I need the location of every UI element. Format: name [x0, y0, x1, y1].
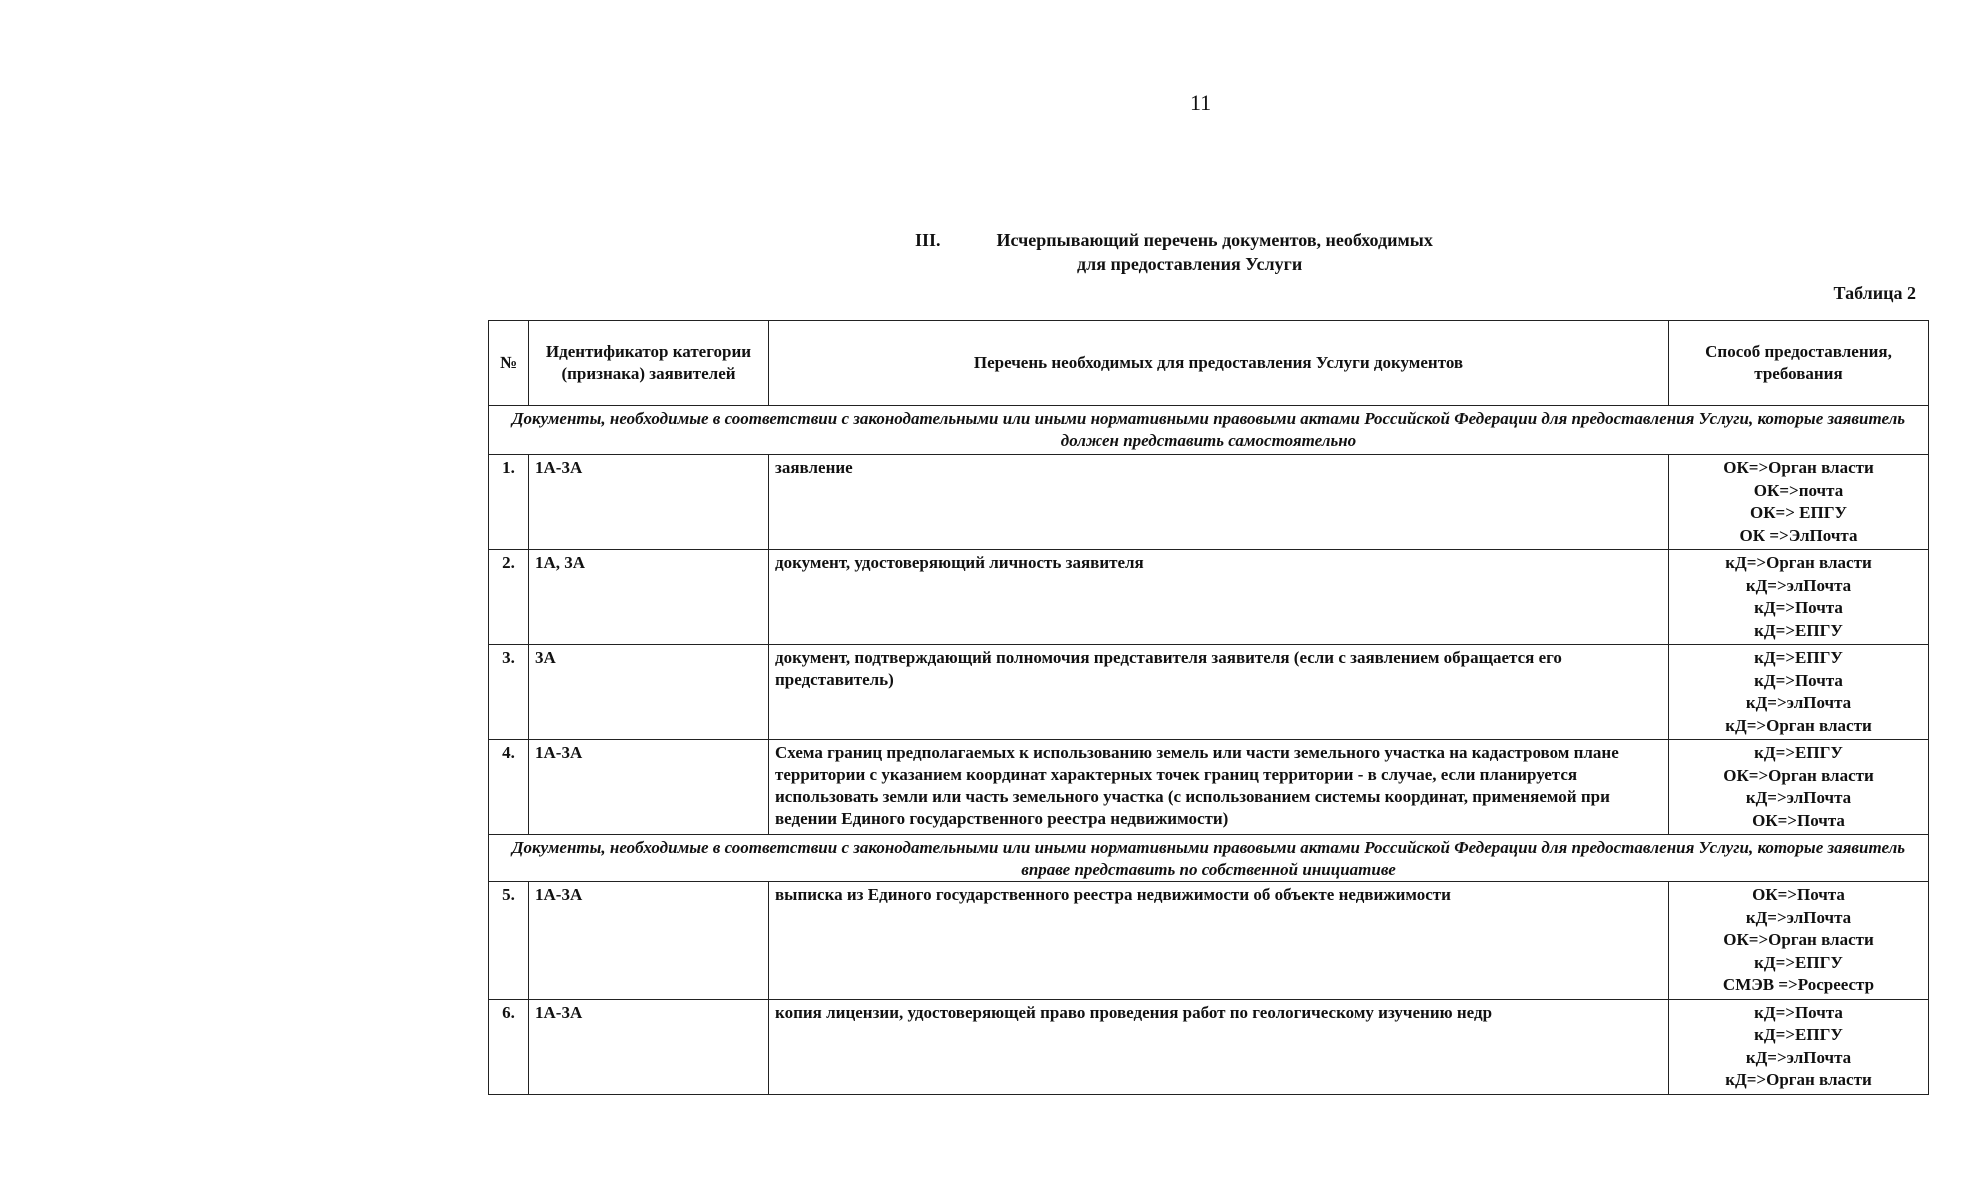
row-document: выписка из Единого государственного реестра недвижимости об объекте недвижимости — [769, 882, 1669, 1000]
method-item: ОК =>ЭлПочта — [1739, 525, 1858, 545]
table-row — [489, 740, 1929, 835]
section-row — [489, 406, 1929, 455]
row-number: 6. — [489, 999, 529, 1094]
method-item: кД=>элПочта — [1745, 693, 1852, 712]
method-item: кД=>ЕПГУ — [1754, 648, 1843, 667]
table-row — [489, 645, 1929, 740]
header-documents: Перечень необходимых для предоставления Услуги документов — [769, 321, 1669, 406]
method-item: кД=>ЕПГУ — [1754, 952, 1843, 972]
method-item: кД=>Почта — [1754, 670, 1843, 690]
row-document: документ, удостоверяющий личность заявителя — [769, 550, 1669, 645]
method-item: ОК=>Почта — [1752, 885, 1845, 904]
row-methods — [1669, 550, 1929, 645]
row-number: 5. — [489, 882, 529, 1000]
table-row — [489, 550, 1929, 645]
method-item: кД=>элПочта — [1745, 788, 1852, 807]
section-heading: Документы, необходимые в соответствии с законодательными или иными нормативными правовыми актами Российской Федерации для предоставления Услуги, которые заявитель вправе представить по собственной инициативе — [489, 835, 1929, 882]
row-number: 1. — [489, 455, 529, 550]
row-identifier: 1А-3А — [529, 455, 769, 550]
method-item: ОК=>Орган власти — [1723, 930, 1874, 949]
table-header-row — [489, 321, 1929, 406]
method-item: ОК=>Орган власти — [1723, 458, 1874, 477]
header-number: № — [489, 321, 529, 406]
row-methods — [1669, 740, 1929, 835]
method-item: кД=>элПочта — [1745, 1047, 1852, 1067]
header-method: Способ предоставления, требования — [1669, 321, 1929, 406]
section-heading: Документы, необходимые в соответствии с законодательными или иными нормативными правовыми актами Российской Федерации для предоставления Услуги, которые заявитель должен представить самостоятельно — [489, 406, 1929, 455]
section-title-line-1: Исчерпывающий перечень документов, необходимых — [996, 230, 1433, 250]
row-methods — [1669, 455, 1929, 550]
row-identifier: 1А-3А — [529, 882, 769, 1000]
method-item: кД=>ЕПГУ — [1754, 1025, 1843, 1044]
table-row — [489, 999, 1929, 1094]
row-document: документ, подтверждающий полномочия представителя заявителя (если с заявлением обращается его представитель) — [769, 645, 1669, 740]
section-title-line-2: для предоставления Услуги — [1077, 254, 1303, 274]
method-item: кД=>Почта — [1754, 1002, 1843, 1022]
row-number: 2. — [489, 550, 529, 645]
row-methods — [1669, 999, 1929, 1094]
row-number: 4. — [489, 740, 529, 835]
header-identifier: Идентификатор категории (признака) заявителей — [529, 321, 769, 406]
row-methods — [1669, 645, 1929, 740]
method-item: кД=>ЕПГУ — [1754, 620, 1843, 640]
page-number: 11 — [1190, 90, 1212, 115]
method-item: ОК=> ЕПГУ — [1749, 503, 1848, 522]
method-item: кД=>Орган власти — [1725, 715, 1872, 735]
method-item: кД=>Почта — [1754, 598, 1843, 617]
row-methods — [1669, 882, 1929, 1000]
row-document: Схема границ предполагаемых к использованию земель или части земельного участка на кадастровом плане территории с указанием координат характерных точек границ территории - в случае, если планируется использовать земли или часть земельного участка (с использованием системы координат, применяемой при ведении Единого государственного реестра недвижимости) — [769, 740, 1669, 835]
row-identifier: 1А-3А — [529, 999, 769, 1094]
table-row — [489, 882, 1929, 1000]
row-document: копия лицензии, удостоверяющей право проведения работ по геологическому изучению недр — [769, 999, 1669, 1094]
row-number: 3. — [489, 645, 529, 740]
section-title — [900, 228, 1600, 276]
method-item: кД=>элПочта — [1745, 907, 1852, 927]
row-document: заявление — [769, 455, 1669, 550]
method-item: кД=>Орган власти — [1725, 1070, 1872, 1089]
method-item: ОК=>Почта — [1752, 810, 1845, 830]
row-identifier: 1А-3А — [529, 740, 769, 835]
row-identifier: 1А, 3А — [529, 550, 769, 645]
row-identifier: 3А — [529, 645, 769, 740]
table-row — [489, 455, 1929, 550]
method-item: кД=>элПочта — [1745, 575, 1852, 595]
method-item: СМЭВ =>Росреестр — [1722, 975, 1875, 994]
documents-table — [488, 320, 1929, 1095]
method-item: кД=>ЕПГУ — [1754, 743, 1843, 762]
method-item: ОК=>почта — [1753, 480, 1844, 500]
method-item: кД=>Орган власти — [1725, 553, 1872, 572]
method-item: ОК=>Орган власти — [1723, 765, 1874, 785]
section-row — [489, 835, 1929, 882]
section-roman-numeral: III. — [915, 230, 941, 250]
table-caption: Таблица 2 — [1833, 283, 1916, 303]
